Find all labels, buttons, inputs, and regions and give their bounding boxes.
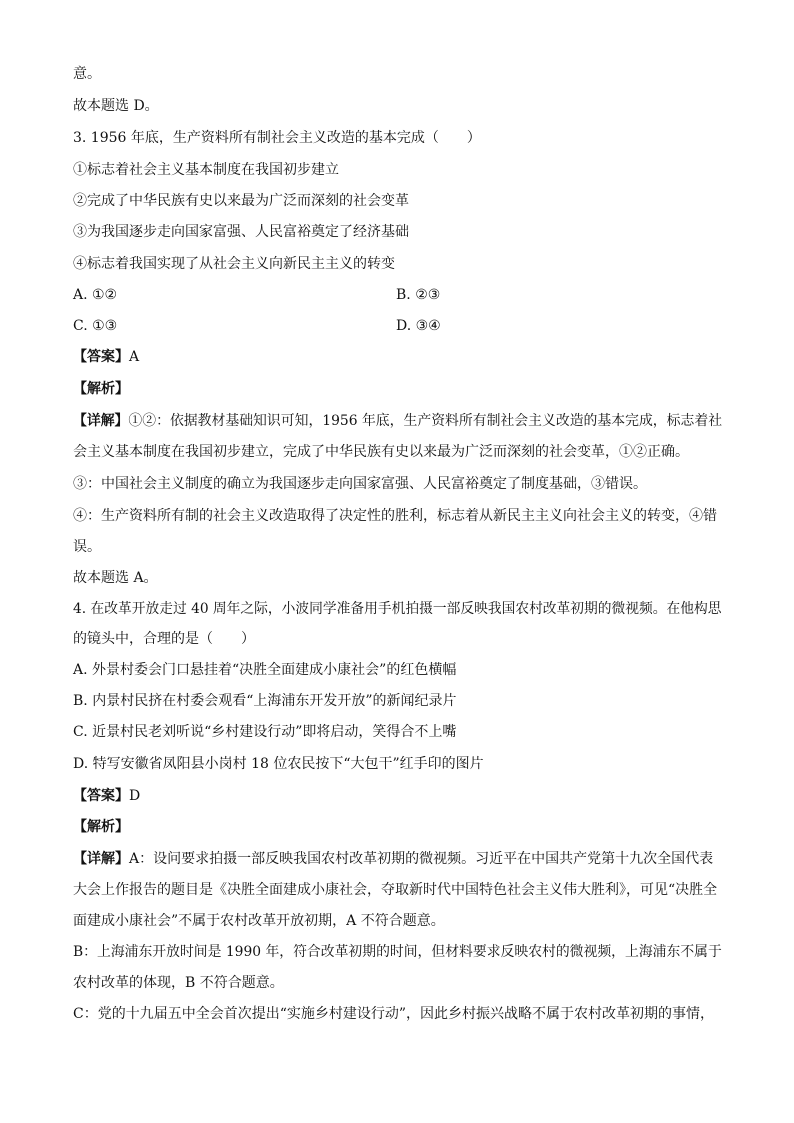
q3-conclusion: 故本题选 A。 (73, 570, 158, 586)
q4-detail-4: B：上海浦东开放时间是 1990 年，符合改革初期的时间，但材料要求反映农村的微视频，上海浦东不属于 (73, 944, 722, 960)
q4-option-b: B. 内景村民挤在村委会观看“上海浦东开发开放”的新闻纪录片 (73, 693, 457, 709)
q3-option-b: B. ②③ (396, 287, 441, 303)
q4-detail-3: 面建成小康社会”不属于农村改革开放初期，A 不符合题意。 (73, 913, 445, 929)
statement-1: ①标志着社会主义基本制度在我国初步建立 (73, 162, 339, 178)
answer-tag: 【答案】 (73, 788, 129, 804)
q4-answer-line (73, 786, 140, 806)
q3-detail-1: ①②：依据教材基础知识可知，1956 年底，生产资料所有制社会主义改造的基本完成，标志着社 (128, 413, 723, 429)
statement-2: ②完成了中华民族有史以来最为广泛而深刻的社会变革 (73, 193, 409, 209)
q3-option-c: C. ①③ (73, 318, 118, 334)
question-3-stem: 3. 1956 年底，生产资料所有制社会主义改造的基本完成（ ） (73, 130, 481, 146)
q3-option-d: D. ③④ (396, 318, 441, 334)
q4-option-c: C. 近景村民老刘听说“乡村建设行动”即将启动，笑得合不上嘴 (73, 724, 457, 740)
q4-detail-5: 农村改革的体现，B 不符合题意。 (73, 975, 284, 991)
q4-detail-2: 大会上作报告的题目是《决胜全面建成小康社会，夺取新时代中国特色社会主义伟大胜利》，可见“决胜全 (73, 882, 718, 898)
q3-answer: A (129, 349, 140, 365)
statement-3: ③为我国逐步走向国家富强、人民富裕奠定了经济基础 (73, 224, 409, 240)
q3-option-a: A. ①② (73, 287, 118, 303)
detail-tag: 【详解】 (73, 851, 129, 867)
q4-detail-line (73, 849, 713, 869)
text-line: 故本题选 D。 (73, 98, 159, 114)
q3-answer-line (73, 347, 139, 367)
q4-option-d: D. 特写安徽省凤阳县小岗村 18 位农民按下“大包干”红手印的图片 (73, 756, 484, 772)
q3-analysis-tag-line (73, 379, 129, 399)
answer-tag: 【答案】 (73, 349, 129, 365)
q4-answer: D (129, 788, 141, 804)
text-line: 意。 (73, 66, 101, 82)
q3-detail-5: 误。 (73, 539, 101, 555)
question-4-stem-cont: 的镜头中，合理的是（ ） (73, 631, 255, 647)
q4-detail-1: A：设问要求拍摄一部反映我国农村改革初期的微视频。习近平在中国共产党第十九次全国代表 (129, 851, 714, 867)
q4-detail-6: C：党的十九届五中全会首次提出“实施乡村建设行动”，因此乡村振兴战略不属于农村改革初期的事情， (73, 1006, 715, 1022)
q3-detail-2: 会主义基本制度在我国初步建立，完成了中华民族有史以来最为广泛而深刻的社会变革，①②正确。 (73, 444, 689, 460)
q3-detail-line (73, 411, 722, 431)
question-4-stem: 4. 在改革开放走过 40 周年之际，小波同学准备用手机拍摄一部反映我国农村改革初期的微视频。在他构思 (73, 601, 722, 617)
q3-detail-3: ③：中国社会主义制度的确立为我国逐步走向国家富强、人民富裕奠定了制度基础，③错误。 (73, 476, 647, 492)
analysis-tag: 【解析】 (73, 819, 129, 835)
q4-analysis-tag-line (73, 817, 129, 837)
q3-detail-4: ④：生产资料所有制的社会主义改造取得了决定性的胜利，标志着从新民主主义向社会主义的转变，④错 (73, 508, 717, 524)
analysis-tag: 【解析】 (73, 381, 129, 397)
statement-4: ④标志着我国实现了从社会主义向新民主主义的转变 (73, 256, 395, 272)
q4-option-a: A. 外景村委会门口悬挂着“决胜全面建成小康社会”的红色横幅 (73, 662, 457, 678)
detail-tag: 【详解】 (73, 413, 129, 429)
